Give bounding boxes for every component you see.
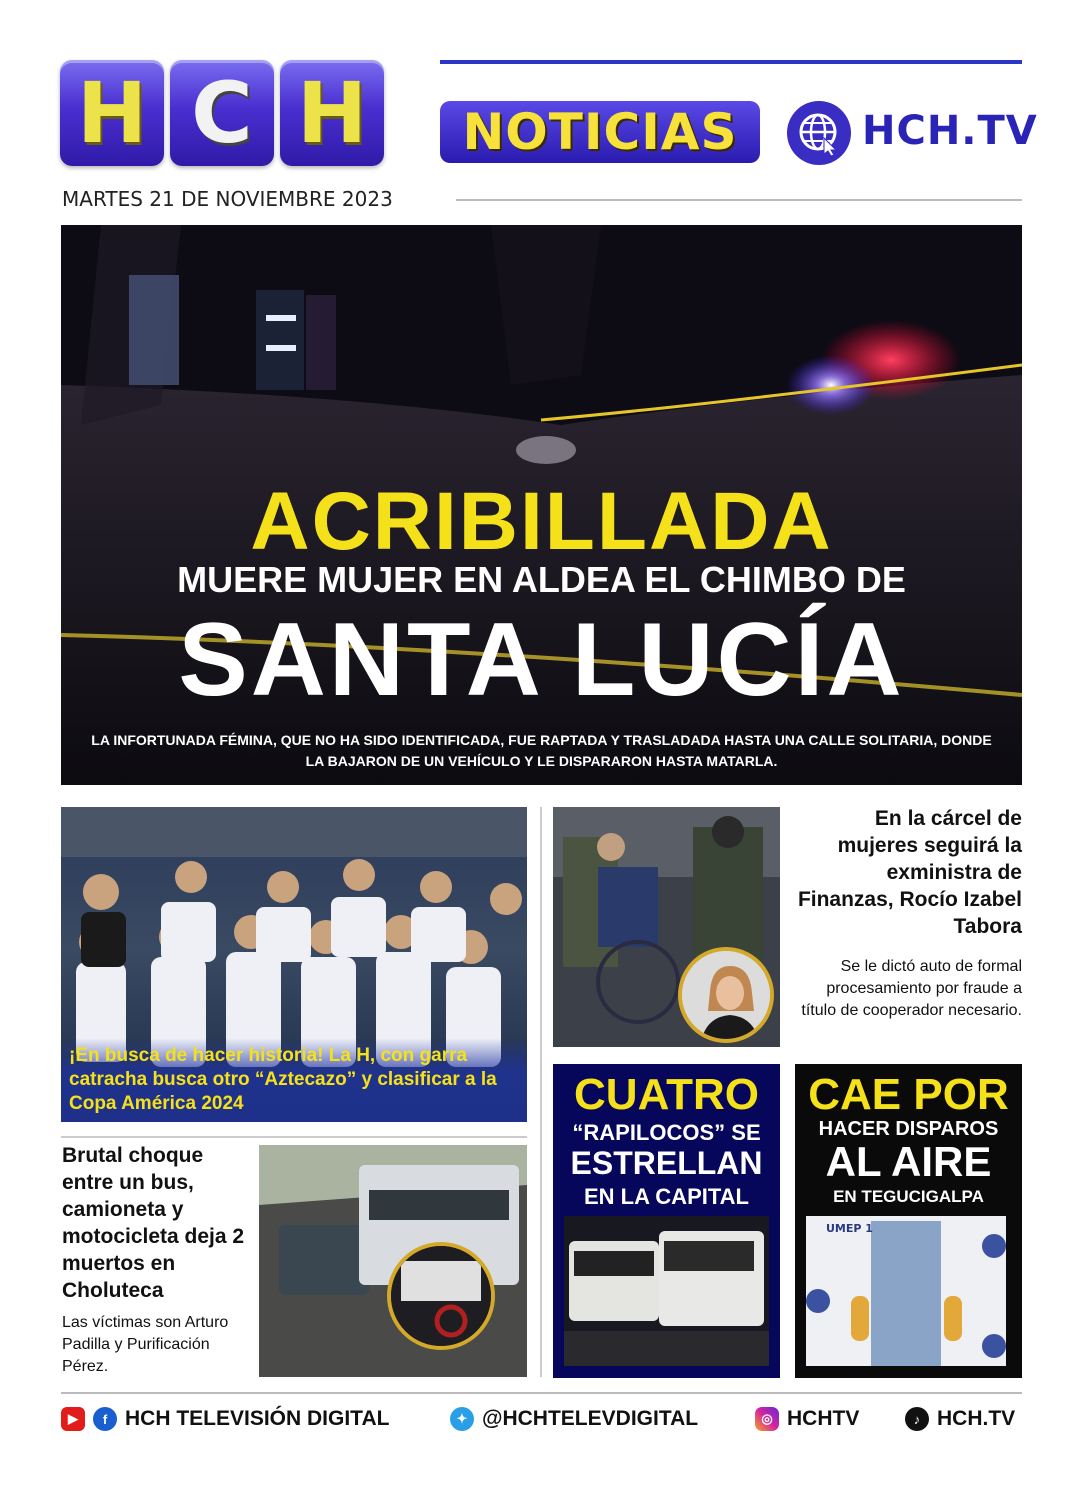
crash-photo[interactable] [259, 1145, 527, 1377]
section-label: NOTICIAS [440, 101, 760, 163]
prison-story-photo[interactable] [553, 807, 780, 1047]
logo-letter-h2: H [280, 60, 384, 166]
logo-letter-c: C [170, 60, 274, 166]
instagram-handle: HCHTV [787, 1407, 860, 1430]
youtube-icon: ▶ [61, 1407, 85, 1431]
crashed-buses-photo [564, 1216, 769, 1366]
arrest-line3: AL AIRE [825, 1138, 992, 1185]
hch-logo [60, 60, 384, 166]
arrest-photo [806, 1216, 1006, 1366]
site-url[interactable]: HCH.TV [862, 108, 1038, 154]
header-divider [440, 60, 1022, 64]
prison-headline[interactable]: En la cárcel de mujeres seguirá la exministra de Finanzas, Rocío Izabel Tabora [797, 807, 1022, 938]
twitter-handle: @HCHTELEVDIGITAL [482, 1407, 699, 1430]
tiktok-handle: HCH.TV [937, 1407, 1016, 1430]
rapilocos-line1: CUATRO [574, 1070, 759, 1119]
crash-headline[interactable]: Brutal choque entre un bus, camioneta y motocicleta deja 2 muertos en Choluteca [62, 1144, 245, 1302]
rapilocos-line4: EN LA CAPITAL [584, 1184, 749, 1209]
twitter-link[interactable] [450, 1407, 698, 1431]
tiktok-link[interactable] [905, 1407, 1015, 1431]
crash-inset-photo [387, 1242, 495, 1350]
arrest-line2: HACER DISPAROS [818, 1118, 999, 1140]
globe-cursor-icon [787, 101, 851, 165]
footer-divider [61, 1392, 1022, 1394]
instagram-icon: ◎ [755, 1407, 779, 1431]
hero-description: LA INFORTUNADA FÉMINA, QUE NO HA SIDO IDENTIFICADA, FUE RAPTADA Y TRASLADADA HASTA UNA CALLE SOLITARIA, DONDE LA BAJARON DE UN VEHÍCULO Y LE DISPARARON HASTA MATARLA. [91, 732, 992, 769]
tiktok-icon: ♪ [905, 1407, 929, 1431]
hero-location: SANTA LUCÍA [178, 602, 905, 718]
backdrop-label: UMEP 1 [826, 1222, 873, 1235]
facebook-icon: f [93, 1407, 117, 1431]
arrest-panel[interactable] [795, 1064, 1022, 1378]
hero-story[interactable] [61, 225, 1022, 785]
rapilocos-panel[interactable] [553, 1064, 780, 1378]
twitter-icon: ✦ [450, 1407, 474, 1431]
hero-subheadline: MUERE MUJER EN ALDEA EL CHIMBO DE [177, 559, 906, 600]
left-section-divider [61, 1136, 527, 1138]
arrest-line1: CAE POR [808, 1070, 1009, 1119]
football-caption: ¡En busca de hacer historia! La H, con garra catracha busca otro “Aztecazo” y clasificar a la Copa América 2024 [61, 1038, 527, 1122]
arrest-line4: EN TEGUCIGALPA [833, 1187, 984, 1206]
logo-letter-h1: H [60, 60, 164, 166]
football-story[interactable] [61, 807, 527, 1122]
date-divider [456, 199, 1022, 201]
rapilocos-line3: ESTRELLAN [570, 1145, 763, 1181]
prison-body: Se le dictó auto de formal procesamiento por fraude a título de cooperador necesario. [801, 958, 1022, 1019]
column-divider [540, 807, 542, 1377]
instagram-link[interactable] [755, 1407, 859, 1431]
facebook-link[interactable] [61, 1407, 389, 1431]
official-portrait [678, 947, 774, 1043]
crash-scene-image [259, 1145, 527, 1377]
facebook-handle: HCH TELEVISIÓN DIGITAL [125, 1407, 390, 1430]
crash-body: Las víctimas son Arturo Padilla y Purificación Pérez. [62, 1314, 229, 1375]
issue-date: MARTES 21 DE NOVIEMBRE 2023 [62, 187, 393, 211]
rapilocos-line2: “RAPILOCOS” SE [572, 1120, 761, 1145]
hero-headline: ACRIBILLADA [250, 476, 833, 567]
